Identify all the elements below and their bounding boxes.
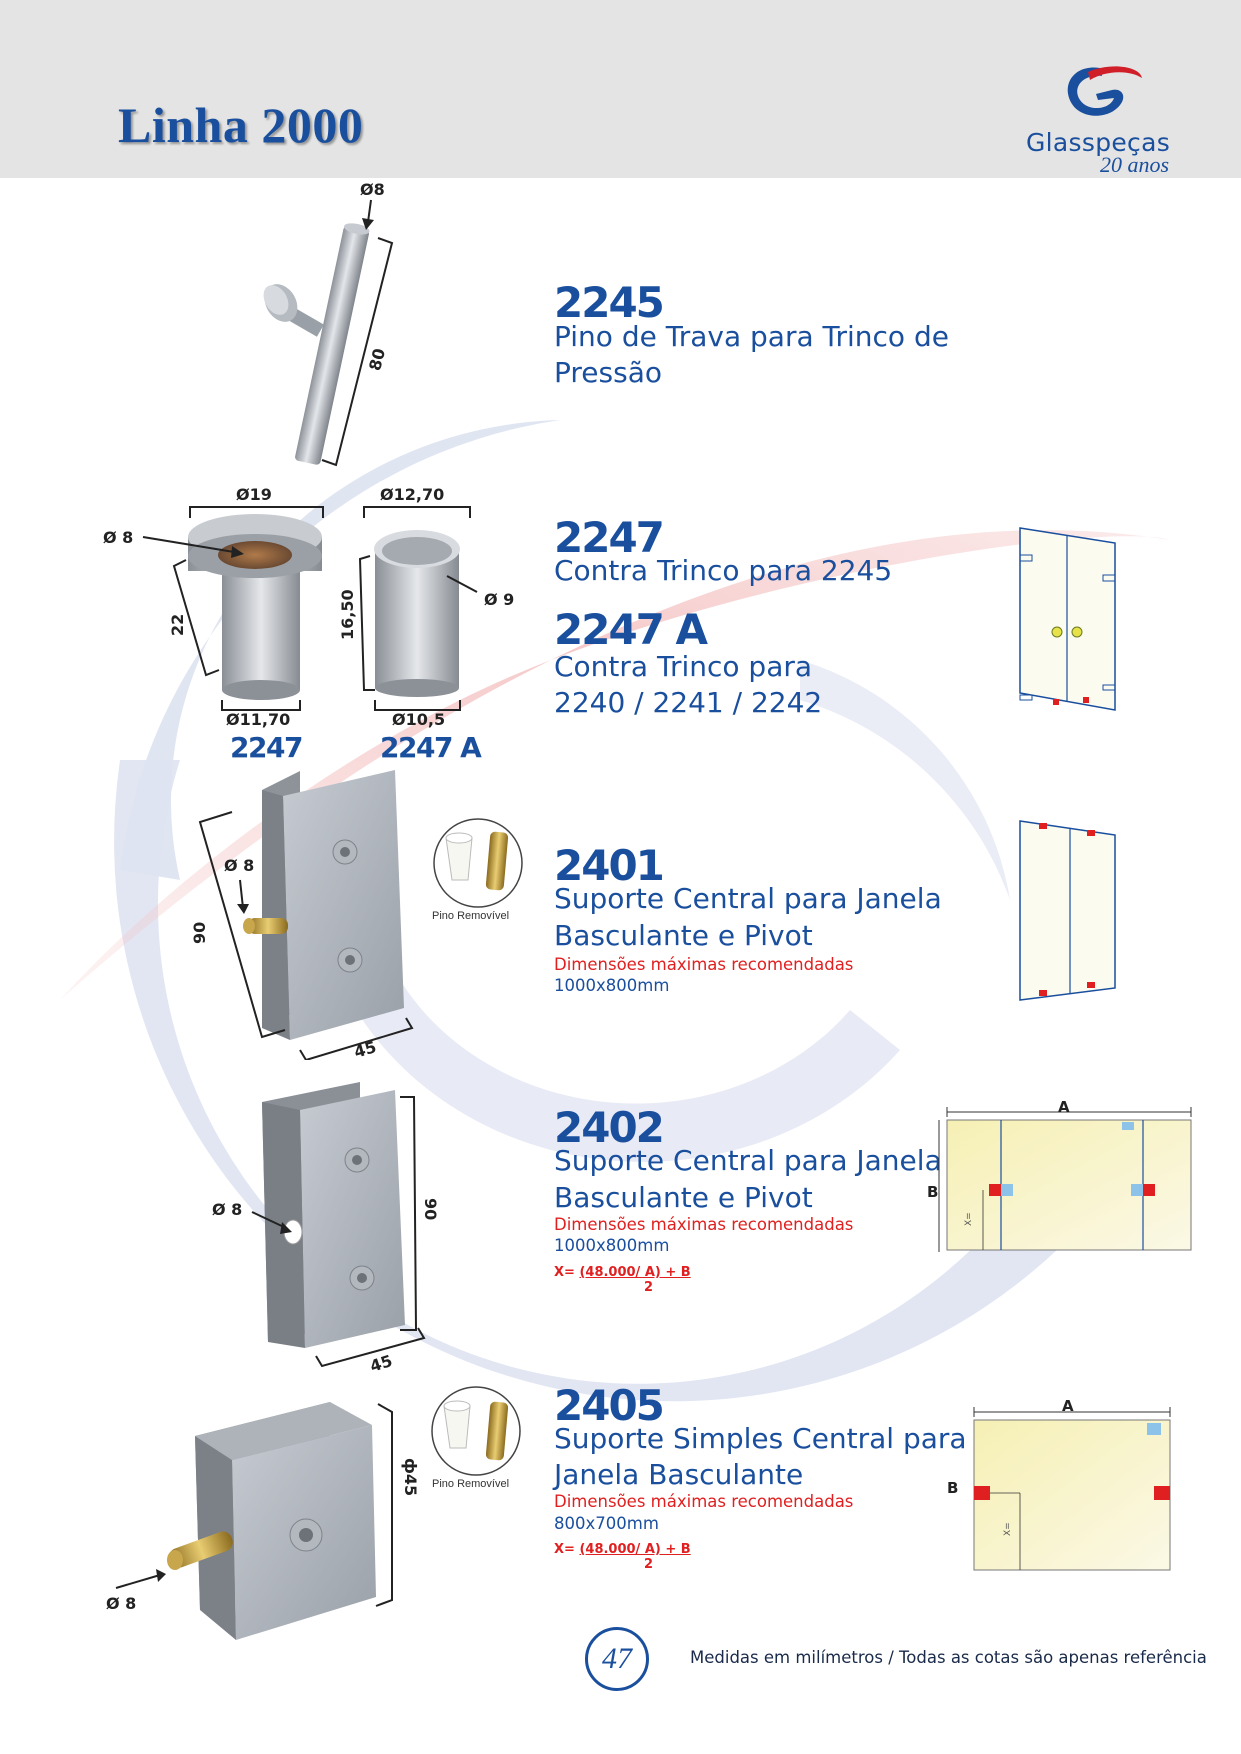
- product-2402-formula-denominator: 2: [644, 1280, 654, 1295]
- dim-2247a-bottom: Ø10,5: [392, 710, 446, 729]
- product-2247-desc-1: Contra Trinco para 2245: [554, 554, 893, 587]
- diagram-2402-x: X=: [964, 1212, 974, 1226]
- product-2245-desc-2: Pressão: [554, 356, 662, 389]
- diagram-2402-b: B: [927, 1183, 939, 1201]
- caption-2247a: 2247 A: [380, 731, 481, 764]
- product-2405-formula-denominator: 2: [644, 1557, 654, 1572]
- product-2247a-code: 2247 A: [554, 605, 707, 654]
- dim-2245-length: 80: [365, 346, 390, 373]
- diagram-2402-a: A: [1058, 1098, 1070, 1116]
- logo-wordmark: Glasspeças: [1026, 128, 1171, 157]
- dim-2247-hole: Ø 8: [103, 528, 134, 547]
- dim-2247a-hole: Ø 9: [484, 590, 515, 609]
- caption-2247: 2247: [230, 731, 302, 764]
- product-2402-max-dims: 1000x800mm: [554, 1236, 670, 1255]
- frame-diagram-2402: [925, 1102, 1195, 1252]
- dim-2402-height: 90: [421, 1198, 440, 1221]
- product-2405-illustration: [0, 0, 540, 1640]
- dim-2247-top: Ø19: [236, 485, 272, 504]
- formula-numerator: (48.000/ A) + B: [579, 1265, 691, 1280]
- product-2402-desc-2: Basculante e Pivot: [554, 1181, 813, 1214]
- pin-label-2405: Pino Removível: [432, 1478, 510, 1490]
- product-2401-max-dims: 1000x800mm: [554, 976, 670, 995]
- product-2401-desc-1: Suporte Central para Janela: [554, 882, 942, 915]
- product-2405-max-dims: 800x700mm: [554, 1514, 659, 1533]
- product-2401-desc-2: Basculante e Pivot: [554, 919, 813, 952]
- dim-2247a-top: Ø12,70: [380, 485, 445, 504]
- diagram-2405-x: X=: [1003, 1522, 1013, 1536]
- product-2402-code: 2402: [554, 1103, 663, 1152]
- product-2405-formula: [554, 1542, 691, 1557]
- dim-2401-width: 45: [351, 1037, 379, 1062]
- dim-2247-height: 22: [168, 613, 187, 636]
- door-diagram-2247: [1015, 525, 1125, 715]
- dim-2247a-height: 16,50: [338, 589, 357, 640]
- product-2405-note: Dimensões máximas recomendadas: [554, 1492, 854, 1511]
- product-2245-desc-1: Pino de Trava para Trinco de: [554, 320, 949, 353]
- page-number: 47: [585, 1627, 649, 1691]
- frame-diagram-2405: [960, 1402, 1190, 1572]
- dim-2402-width: 45: [367, 1351, 395, 1376]
- dim-2402-pin: Ø 8: [212, 1200, 243, 1219]
- diagram-2405-b: B: [947, 1479, 959, 1497]
- product-2247a-desc-2: 2240 / 2241 / 2242: [554, 686, 823, 719]
- footer-note: Medidas em milímetros / Todas as cotas são apenas referência: [690, 1648, 1207, 1667]
- page-title: Linha 2000: [118, 97, 364, 153]
- dim-2247-bottom: Ø11,70: [226, 710, 291, 729]
- dim-2401-height: 90: [190, 921, 209, 944]
- dim-2245-diameter: Ø8: [360, 180, 385, 199]
- formula-numerator: (48.000/ A) + B: [579, 1542, 691, 1557]
- diagram-2405-a: A: [1062, 1397, 1074, 1415]
- dim-2405-pin: Ø 8: [106, 1594, 137, 1613]
- product-2401-note: Dimensões máximas recomendadas: [554, 955, 854, 974]
- product-2402-formula: [554, 1265, 691, 1280]
- logo-anniversary: 20 anos: [1100, 152, 1170, 177]
- product-2245-code: 2245: [554, 278, 663, 327]
- product-2405-desc-1: Suporte Simples Central para: [554, 1422, 967, 1455]
- product-2405-desc-2: Janela Basculante: [554, 1458, 804, 1491]
- product-2402-desc-1: Suporte Central para Janela: [554, 1144, 942, 1177]
- pin-label-2401: Pino Removível: [432, 910, 510, 922]
- logo-swirl-icon: [1050, 60, 1150, 130]
- formula-prefix: X=: [554, 1265, 575, 1280]
- brand-logo: [1020, 60, 1200, 178]
- product-2247-code: 2247: [554, 513, 663, 562]
- product-2405-code: 2405: [554, 1381, 663, 1430]
- product-2402-note: Dimensões máximas recomendadas: [554, 1215, 854, 1234]
- formula-prefix: X=: [554, 1542, 575, 1557]
- dim-2401-pin: Ø 8: [224, 856, 255, 875]
- product-2401-code: 2401: [554, 841, 663, 890]
- window-diagram-2401: [1015, 818, 1125, 1003]
- dim-2405-height: ф45: [401, 1458, 420, 1497]
- product-2247a-desc-1: Contra Trinco para: [554, 650, 813, 683]
